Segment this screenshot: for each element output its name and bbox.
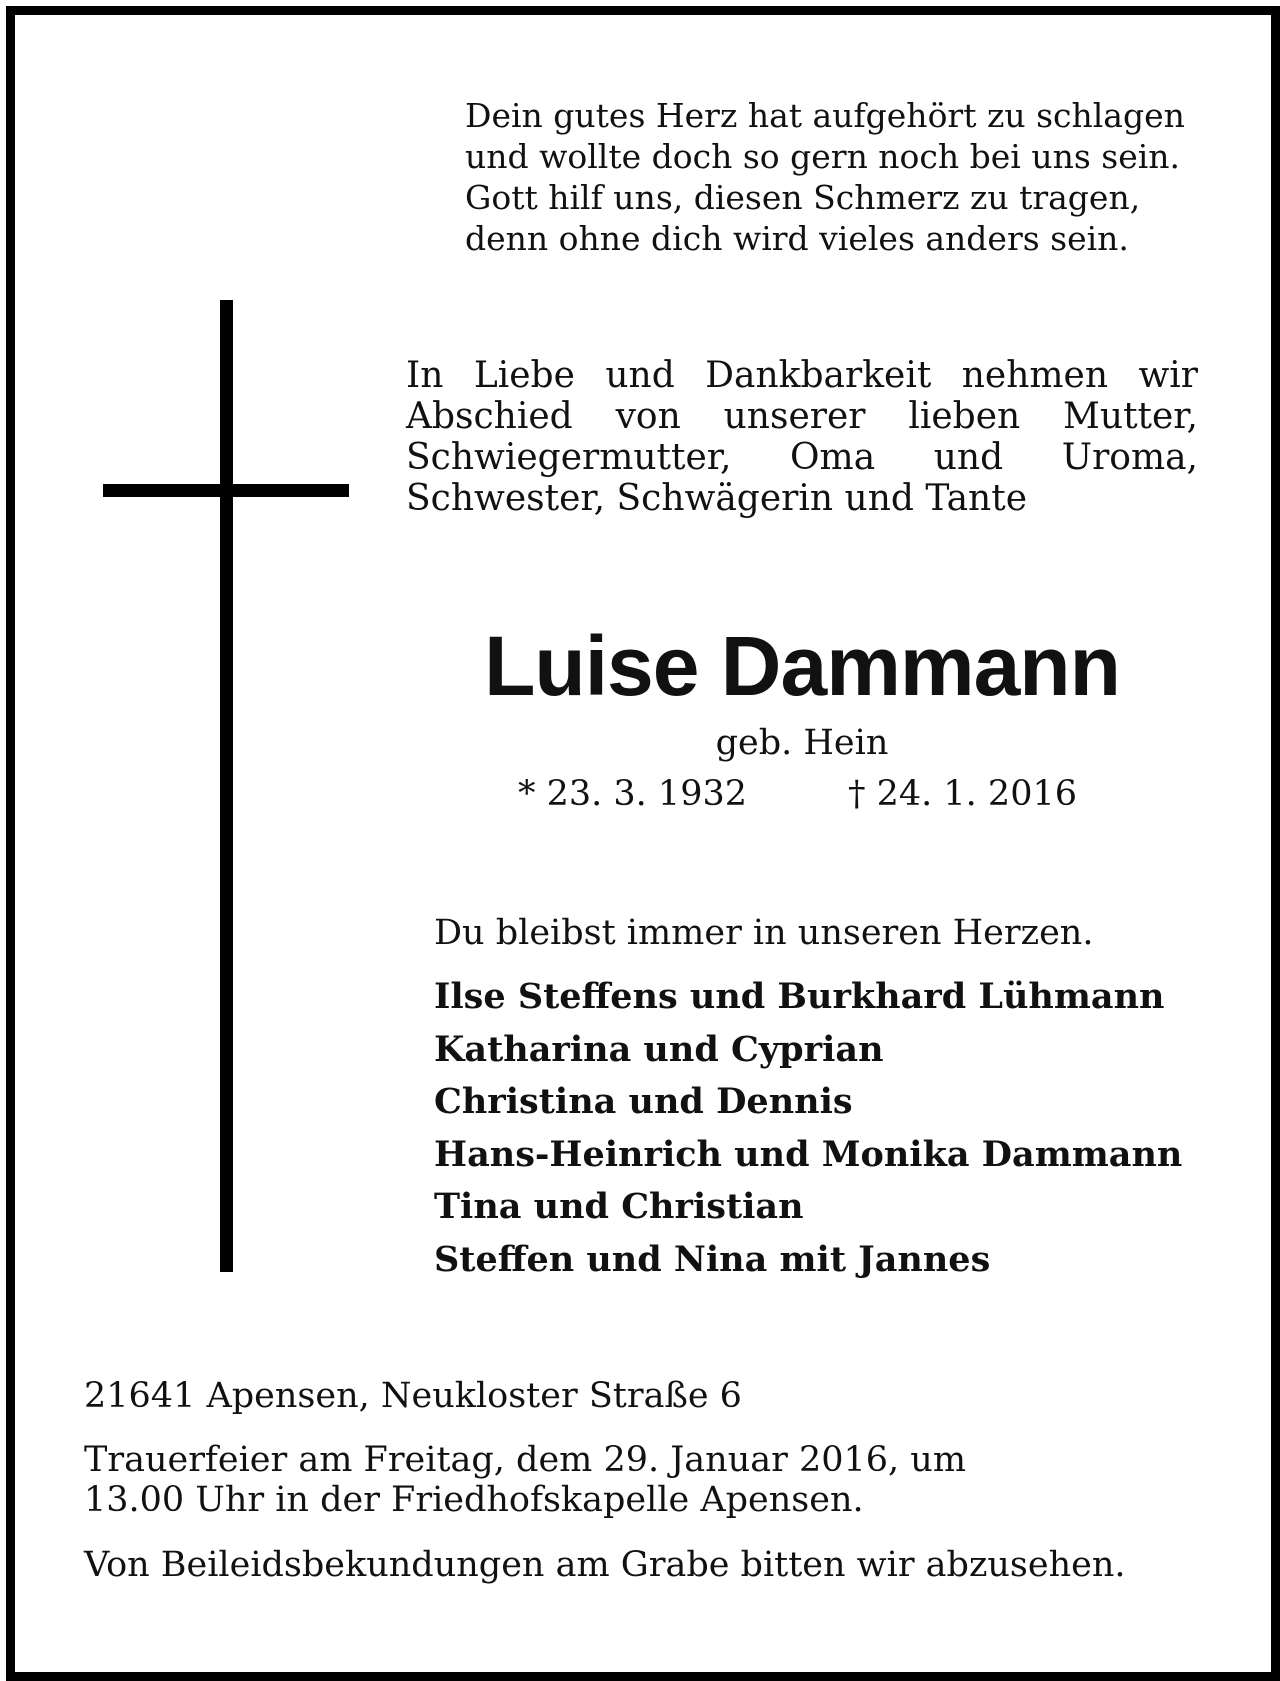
intro-line: In Liebe und Dankbarkeit nehmen wir — [406, 355, 1198, 396]
mourner-entry: Tina und Christian — [434, 1186, 804, 1227]
mourners-list — [434, 971, 1182, 1286]
cross-vertical-bar — [220, 300, 233, 1272]
mourner-entry: Christina und Dennis — [434, 1081, 853, 1122]
motto: Du bleibst immer in unseren Herzen. — [434, 913, 1094, 953]
intro-line: Schwester, Schwägerin und Tante — [406, 478, 1027, 519]
maiden-name: geb. Hein — [715, 723, 889, 763]
intro-line: Abschied von unserer lieben Mutter, — [406, 396, 1198, 437]
mourner-entry: Katharina und Cyprian — [434, 1028, 884, 1070]
poem-line: und wollte doch so gern noch bei uns sein. — [465, 137, 1181, 176]
poem-line: denn ohne dich wird vieles anders sein. — [465, 219, 1129, 258]
funeral-service-info — [84, 1440, 966, 1520]
service-line: 13.00 Uhr in der Friedhofskapelle Apensen. — [84, 1480, 864, 1520]
death-date: † 24. 1. 2016 — [848, 774, 1078, 814]
poem-line: Gott hilf uns, diesen Schmerz zu tragen, — [465, 178, 1141, 217]
service-line: Trauerfeier am Freitag, dem 29. Januar 2016, um — [84, 1440, 967, 1480]
address: 21641 Apensen, Neukloster Straße 6 — [84, 1376, 742, 1416]
mourner-entry: Steffen und Nina mit Jannes — [434, 1238, 991, 1280]
intro-text — [406, 355, 1198, 519]
cross-horizontal-bar — [103, 484, 349, 497]
mourner-entry: Hans-Heinrich und Monika Dammann — [434, 1133, 1183, 1175]
poem — [465, 95, 1225, 259]
mourner-entry: Ilse Steffens und Burkhard Lühmann — [434, 976, 1165, 1017]
birth-date: * 23. 3. 1932 — [518, 774, 748, 814]
poem-line: Dein gutes Herz hat aufgehört zu schlagen — [465, 96, 1185, 135]
condolence-note: Von Beileidsbekundungen am Grabe bitten wir abzusehen. — [84, 1545, 1126, 1585]
deceased-name: Luise Dammann — [484, 619, 1120, 713]
intro-line: Schwiegermutter, Oma und Uroma, — [406, 437, 1198, 478]
